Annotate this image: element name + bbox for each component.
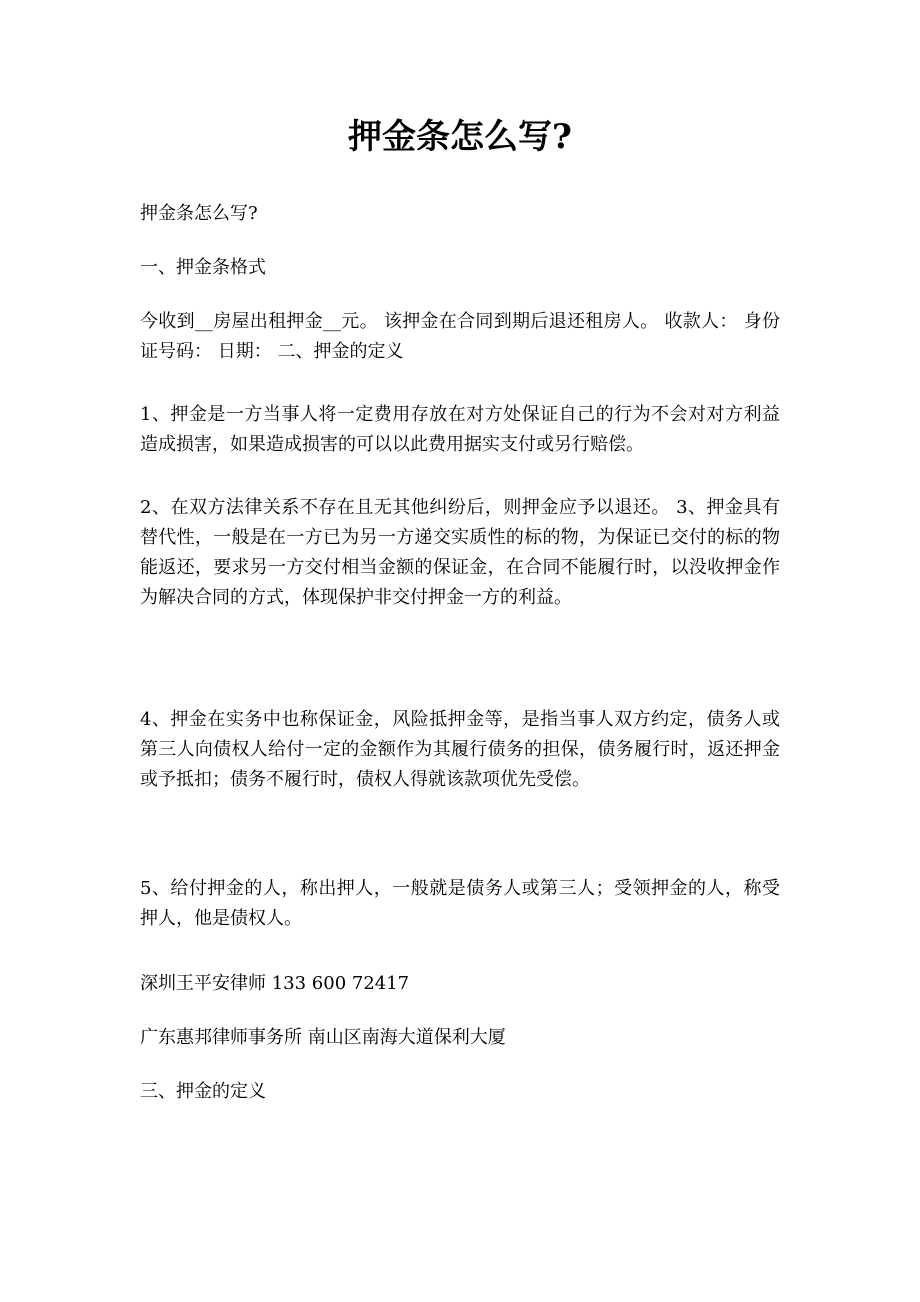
paragraph-definition-1: 1、押金是一方当事人将一定费用存放在对方处保证自己的行为不会对对方利益造成损害，如果造成损害的可以以此费用据实支付或另行赔偿。 bbox=[140, 404, 780, 455]
paragraph-definition-2-3: 2、在双方法律关系不存在且无其他纠纷后，则押金应予以退还。 3、押金具有替代性，一般是在一方已为另一方递交实质性的标的物，为保证已交付的标的物能返还，要求另一方交付相当金额的保证金，在合同不能履行时，以没收押金作为解决合同的方式，体现保护非交付押金一方的利益。 bbox=[140, 497, 780, 608]
paragraph-law-firm-address: 广东惠邦律师事务所 南山区南海大道保利大厦 bbox=[140, 1027, 506, 1048]
paragraph-lawyer-contact: 深圳王平安律师 133 600 72417 bbox=[140, 973, 410, 994]
paragraph-section-1-heading: 一、押金条格式 bbox=[140, 257, 266, 278]
paragraph-definition-5: 5、给付押金的人，称出押人，一般就是债务人或第三人；受领押金的人，称受押人，他是债权人。 bbox=[140, 878, 780, 929]
paragraph-receipt-format: 今收到__房屋出租押金__元。 该押金在合同到期后退还租房人。 收款人： 身份证号码： 日期： 二、押金的定义 bbox=[140, 311, 780, 362]
paragraph-subtitle: 押金条怎么写? bbox=[140, 203, 258, 224]
paragraph-definition-4: 4、押金在实务中也称保证金，风险抵押金等，是指当事人双方约定，债务人或第三人向债权人给付一定的金额作为其履行债务的担保，债务履行时，返还押金或予抵扣；债务不履行时，债权人得就该款项优先受偿。 bbox=[140, 709, 780, 790]
paragraph-section-3-heading: 三、押金的定义 bbox=[140, 1081, 266, 1102]
document-title: 押金条怎么写? bbox=[348, 117, 572, 157]
